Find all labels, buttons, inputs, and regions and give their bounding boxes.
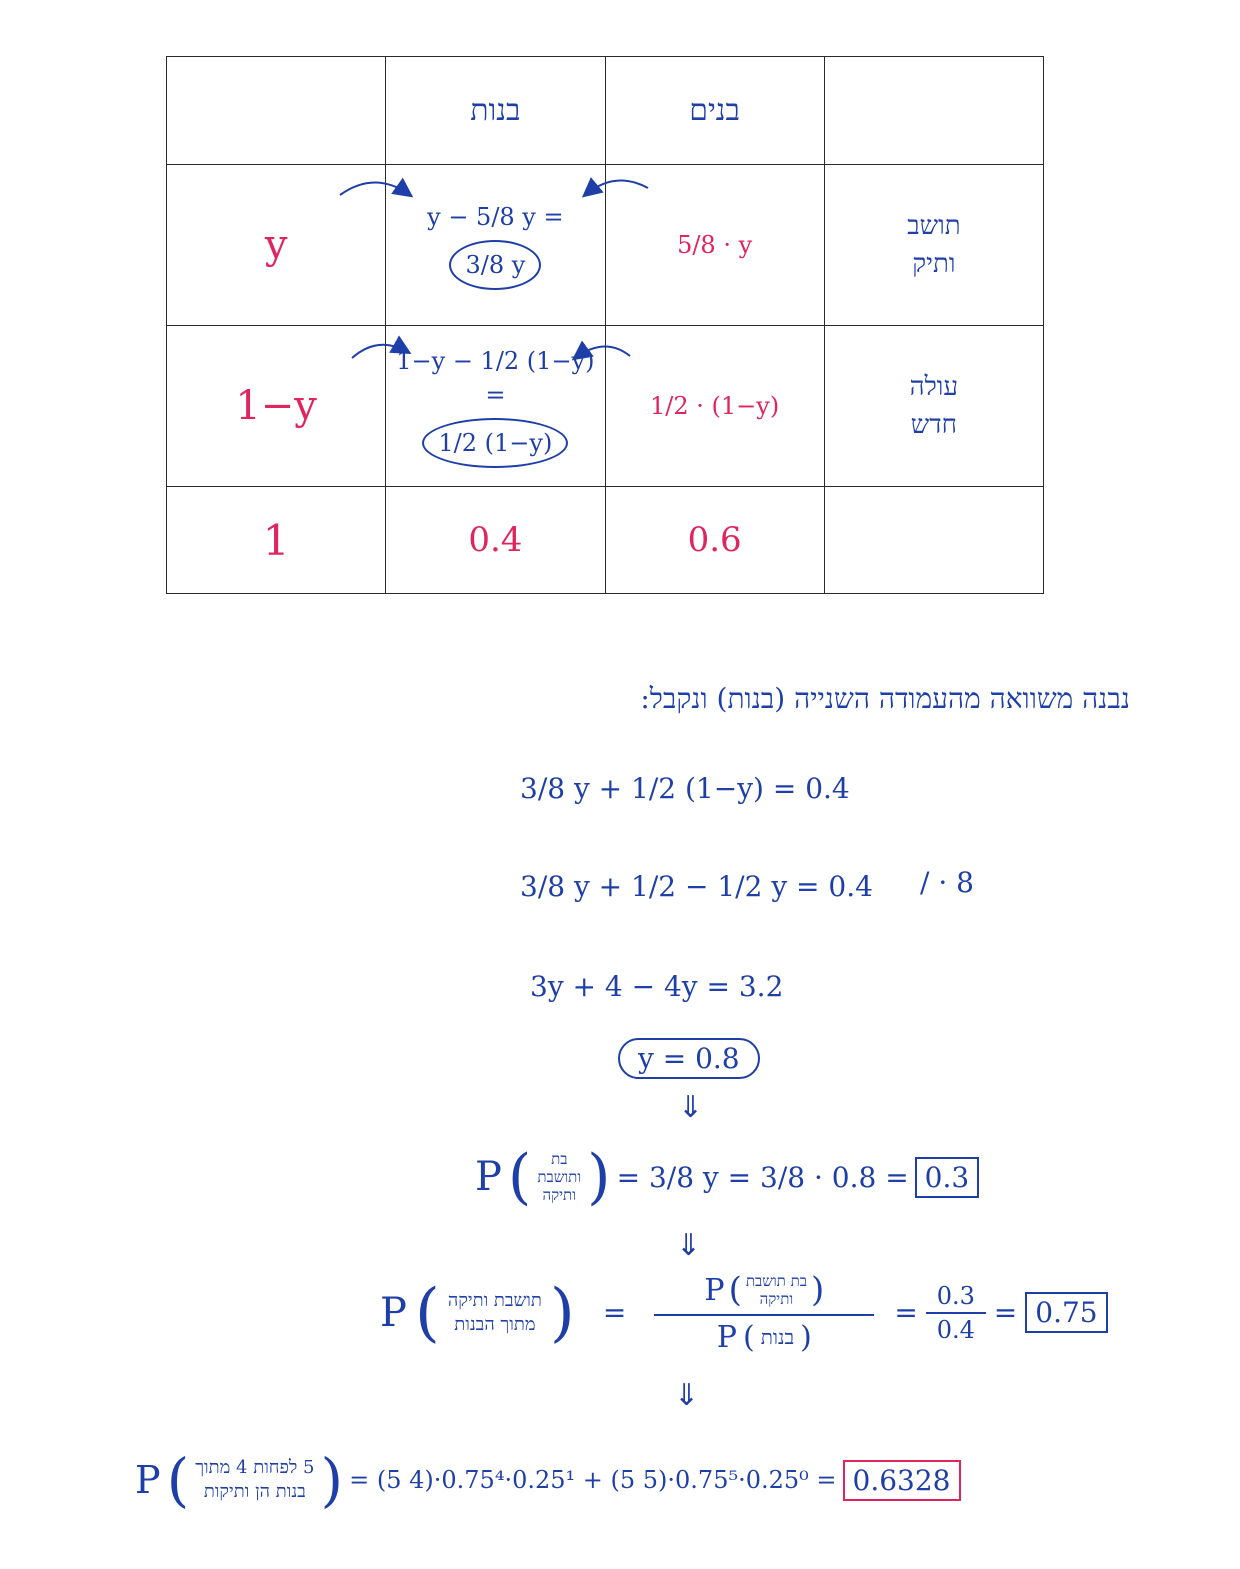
- arrow-new-right: [575, 346, 630, 358]
- p1-prefix: P: [475, 1154, 502, 1200]
- new-daughters-expr: 1−y − 1/2 (1−y) =: [396, 347, 595, 409]
- cell-header-sons: בנים: [605, 57, 824, 165]
- p1-expression: = 3/8 y = 3/8 · 0.8 =: [616, 1160, 909, 1194]
- p1-cond-line2: ותושבת: [537, 1168, 582, 1186]
- p2-den-close-paren: ): [800, 1320, 812, 1355]
- p1-open-paren: (: [507, 1142, 532, 1212]
- p3-result: 0.6328: [843, 1460, 961, 1501]
- cell-header-daughters: בנות: [386, 57, 605, 165]
- cell-veteran-total: y: [167, 165, 386, 326]
- p2-equals: =: [602, 1296, 627, 1329]
- p2-equals-3: =: [993, 1296, 1018, 1329]
- p2-num-cond-line2: ותיקה: [759, 1290, 794, 1308]
- new-sons-expr: 1/2 · (1−y): [650, 392, 780, 420]
- p2-numerator: [704, 1270, 824, 1310]
- p1-condition: [537, 1150, 581, 1204]
- result-y: y = 0.8: [618, 1038, 760, 1079]
- p2-prefix: P: [380, 1289, 407, 1336]
- p2-open-paren: (: [414, 1275, 440, 1350]
- probability-1: [475, 1142, 979, 1212]
- p2-num-close-paren: ): [810, 1270, 825, 1310]
- cell-total-daughters: 0.4: [386, 487, 605, 594]
- p1-cond-line3: ותיקה: [542, 1186, 577, 1204]
- down-arrow-3-icon: ⇓: [674, 1378, 700, 1413]
- solution-intro: נבנה משוואה מהעמודה השנייה (בנות) ונקבל:: [640, 682, 1130, 715]
- equation-2: 3/8 y + 1/2 − 1/2 y = 0.4: [520, 870, 873, 903]
- down-arrow-2-icon: ⇓: [676, 1228, 702, 1263]
- veteran-sons-expr: 5/8 · y: [677, 231, 753, 259]
- p2-denominator: [717, 1320, 812, 1355]
- probability-3: [135, 1446, 961, 1514]
- cell-total-sons: 0.6: [605, 487, 824, 594]
- veteran-daughters-expr: y − 5/8 y =: [427, 203, 564, 231]
- p2-cond-line2: מתוך הבנות: [454, 1313, 536, 1335]
- veteran-label-line2: ותיק: [912, 249, 956, 279]
- p1-close-paren: ): [587, 1142, 611, 1212]
- p2-num-cond-line1: בת תושבת: [745, 1272, 807, 1290]
- p3-cond-line2: בנות הן ותיקות: [203, 1481, 306, 1502]
- arrow-veteran-right: [585, 180, 648, 195]
- p3-close-paren: ): [320, 1446, 344, 1514]
- cell-new-total: 1−y: [167, 326, 386, 487]
- p2-condition: [448, 1289, 542, 1337]
- p2-ratio: [926, 1282, 986, 1344]
- p3-prefix: P: [135, 1458, 161, 1502]
- result-y-wrap: [618, 1038, 760, 1079]
- p2-den-prefix: P: [716, 1320, 737, 1355]
- p1-result: 0.3: [915, 1157, 980, 1198]
- p2-cond-line1: תושבת ותיקה: [447, 1289, 542, 1311]
- p2-num-prefix: P: [704, 1272, 725, 1308]
- p2-num-open-paren: (: [728, 1270, 742, 1310]
- p3-cond-line1: 5 לפחות 4 מתוך: [195, 1457, 315, 1478]
- veteran-label-line1: תושב: [907, 211, 961, 241]
- arrow-new-left: [352, 345, 408, 358]
- p2-den-open-paren: (: [742, 1320, 755, 1355]
- p2-equals-2: =: [894, 1296, 918, 1329]
- p2-ratio-num: 0.3: [936, 1281, 975, 1310]
- p3-condition: [195, 1456, 314, 1504]
- probability-2: [380, 1270, 1108, 1355]
- cell-grand-total: 1: [167, 487, 386, 594]
- p2-ratio-den: 0.4: [936, 1315, 975, 1344]
- equation-2-multiplier: / · 8: [920, 866, 974, 899]
- new-daughters-result: 1/2 (1−y): [422, 418, 568, 468]
- equation-3: 3y + 4 − 4y = 3.2: [530, 970, 784, 1003]
- p2-den-condition: בנות: [760, 1325, 795, 1349]
- new-label-line1: עולה: [909, 372, 959, 402]
- p2-result: 0.75: [1025, 1292, 1107, 1333]
- p3-expression: = (5 4)·0.75⁴·0.25¹ + (5 5)·0.75⁵·0.25⁰ =: [349, 1466, 837, 1494]
- equation-1: 3/8 y + 1/2 (1−y) = 0.4: [520, 772, 850, 805]
- p2-fraction-bar: [654, 1314, 874, 1316]
- p1-cond-line1: בת: [551, 1150, 568, 1168]
- p2-close-paren: ): [549, 1275, 575, 1350]
- arrow-veteran-left: [340, 183, 410, 196]
- new-label-line2: חדש: [910, 410, 958, 440]
- p2-num-condition: [746, 1272, 807, 1308]
- p2-fraction: [654, 1270, 874, 1355]
- veteran-daughters-result: 3/8 y: [449, 240, 541, 290]
- down-arrow-1-icon: ⇓: [678, 1090, 704, 1125]
- p2-ratio-bar: [926, 1312, 986, 1314]
- p3-open-paren: (: [166, 1446, 190, 1514]
- table-arrows: [0, 0, 1240, 600]
